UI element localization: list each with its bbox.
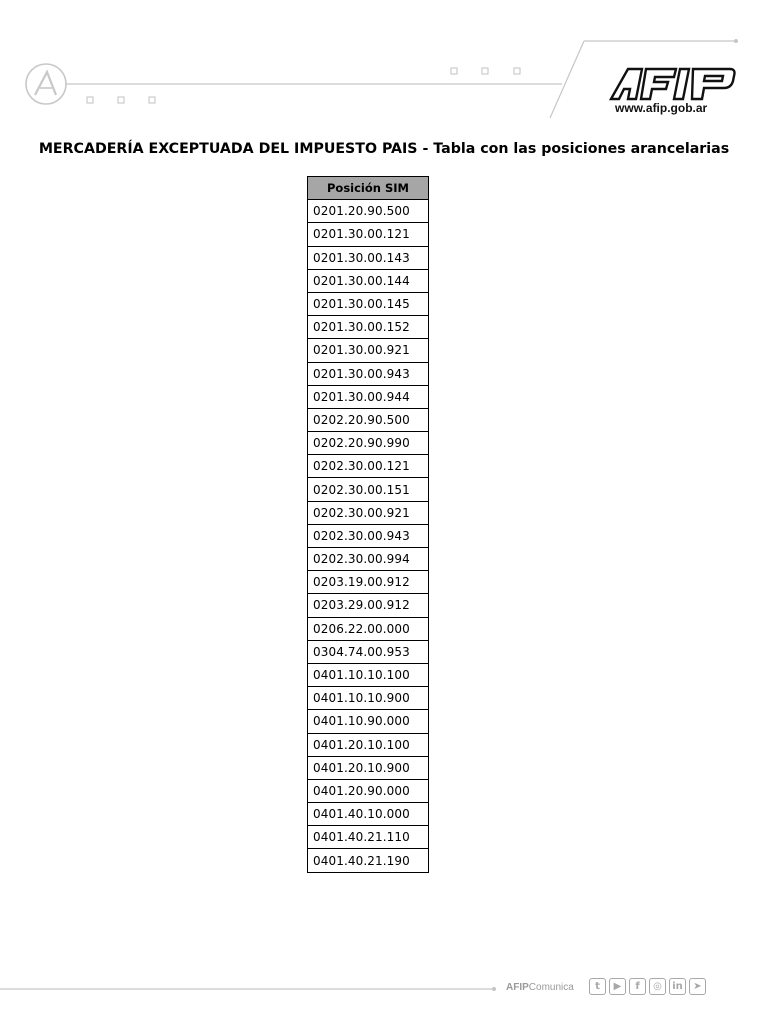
table-row: [308, 478, 429, 501]
table-row: [308, 710, 429, 733]
sim-code-cell: 0401.20.10.100: [308, 733, 429, 756]
table-row: [308, 779, 429, 802]
sim-code-cell: 0304.74.00.953: [308, 640, 429, 663]
sim-code-cell: 0401.40.10.000: [308, 803, 429, 826]
sim-code-cell: 0401.10.10.900: [308, 687, 429, 710]
twitter-icon[interactable]: t: [589, 978, 606, 995]
table-row: [308, 292, 429, 315]
footer-brand-rest: Comunica: [528, 982, 574, 993]
sim-code-cell: 0401.10.90.000: [308, 710, 429, 733]
sim-code-cell: 0201.30.00.144: [308, 269, 429, 292]
sim-code-cell: 0201.30.00.944: [308, 385, 429, 408]
sim-code-cell: 0201.30.00.943: [308, 362, 429, 385]
sim-code-cell: 0201.30.00.143: [308, 246, 429, 269]
table-row: [308, 246, 429, 269]
sim-code-cell: 0202.30.00.943: [308, 524, 429, 547]
sim-code-cell: 0202.30.00.921: [308, 501, 429, 524]
table-row: [308, 200, 429, 223]
social-icons: [589, 978, 706, 995]
table-row: [308, 617, 429, 640]
table-body: [308, 200, 429, 872]
table-row: [308, 524, 429, 547]
sim-code-cell: 0201.30.00.152: [308, 316, 429, 339]
table-row: [308, 339, 429, 362]
table-row: [308, 640, 429, 663]
afip-logo: [611, 69, 735, 99]
sim-code-cell: 0401.20.10.900: [308, 756, 429, 779]
sim-code-cell: 0202.20.90.500: [308, 408, 429, 431]
sim-code-cell: 0401.10.10.100: [308, 663, 429, 686]
footer-brand: [506, 982, 574, 993]
site-url: www.afip.gob.ar: [615, 101, 708, 115]
afip-emblem-icon: [26, 64, 66, 104]
table-row: [308, 223, 429, 246]
table-row: [308, 548, 429, 571]
sim-code-cell: 0203.19.00.912: [308, 571, 429, 594]
table-row: [308, 362, 429, 385]
column-header-posicion-sim: Posición SIM: [308, 177, 429, 200]
sim-code-cell: 0401.40.21.190: [308, 849, 429, 872]
table-row: [308, 733, 429, 756]
table-row: [308, 501, 429, 524]
table-row: [308, 687, 429, 710]
table-row: [308, 663, 429, 686]
table-row: [308, 269, 429, 292]
sim-code-cell: 0201.30.00.921: [308, 339, 429, 362]
document-title: MERCADERÍA EXCEPTUADA DEL IMPUESTO PAIS - Tabla con las posiciones arancelarias: [38, 141, 730, 157]
sim-code-cell: 0201.30.00.121: [308, 223, 429, 246]
table-row: [308, 432, 429, 455]
table-row: [308, 408, 429, 431]
table-row: [308, 803, 429, 826]
sim-code-cell: 0202.30.00.151: [308, 478, 429, 501]
sim-code-cell: 0201.30.00.145: [308, 292, 429, 315]
footer-brand-bold: AFIP: [506, 982, 529, 993]
table-row: [308, 571, 429, 594]
sim-code-cell: 0202.30.00.121: [308, 455, 429, 478]
telegram-icon[interactable]: ➤: [689, 978, 706, 995]
sim-positions-table: [307, 176, 429, 873]
table-row: [308, 455, 429, 478]
table-row: [308, 756, 429, 779]
table-row: [308, 385, 429, 408]
table-row: [308, 594, 429, 617]
header-diagonal: [550, 41, 584, 118]
sim-code-cell: 0206.22.00.000: [308, 617, 429, 640]
table-row: [308, 316, 429, 339]
table-header-row: [308, 177, 429, 200]
facebook-icon[interactable]: f: [629, 978, 646, 995]
sim-code-cell: 0203.29.00.912: [308, 594, 429, 617]
sim-code-cell: 0401.40.21.110: [308, 826, 429, 849]
linkedin-icon[interactable]: in: [669, 978, 686, 995]
decorative-squares: [87, 68, 520, 103]
sim-code-cell: 0202.30.00.994: [308, 548, 429, 571]
sim-code-cell: 0202.20.90.990: [308, 432, 429, 455]
instagram-icon[interactable]: ◎: [649, 978, 666, 995]
table-row: [308, 826, 429, 849]
youtube-icon[interactable]: ▶: [609, 978, 626, 995]
sim-code-cell: 0401.20.90.000: [308, 779, 429, 802]
sim-code-cell: 0201.20.90.500: [308, 200, 429, 223]
table-row: [308, 849, 429, 872]
